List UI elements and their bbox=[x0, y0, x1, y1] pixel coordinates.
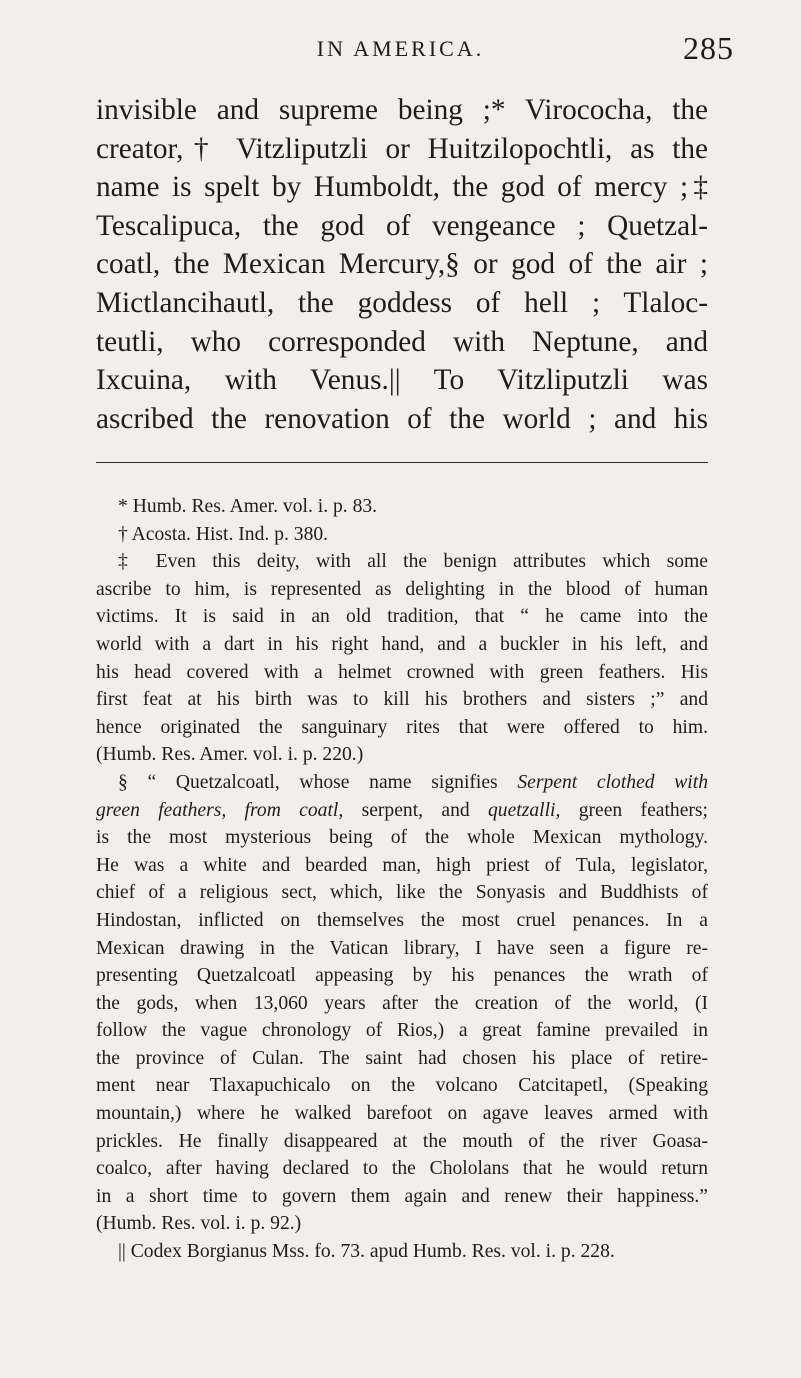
footnote-line: follow the vague chronology of Rios,) a great famine prevailed in bbox=[96, 1020, 708, 1042]
footnote-line: world with a dart in his right hand, and a buckler in his left, and bbox=[96, 633, 708, 655]
footnote-divider bbox=[96, 462, 708, 463]
footnote-line: his head covered with a helmet crowned with green feathers. His bbox=[96, 661, 708, 683]
body-line: coatl, the Mexican Mercury,§ or god of the air ; bbox=[96, 248, 708, 281]
footnote-line: * Humb. Res. Amer. vol. i. p. 83. bbox=[118, 496, 378, 517]
body-line: ascribed the renovation of the world ; and his bbox=[96, 402, 708, 435]
footnote-line: ment near Tlaxapuchicalo on the volcano Catcitapetl, (Speaking bbox=[96, 1075, 708, 1097]
footnote-line: chief of a religious sect, which, like the Sonyasis and Buddhists of bbox=[96, 882, 708, 904]
footnote-line-mixed bbox=[96, 797, 708, 825]
footnote-italic: Serpent clothed with bbox=[517, 771, 708, 793]
footnote-line: ascribe to him, is represented as delighting in the blood of human bbox=[96, 578, 708, 600]
body-text bbox=[96, 91, 708, 438]
footnote-line: mountain,) where he walked barefoot on agave leaves armed with bbox=[96, 1103, 708, 1125]
body-line: creator,† Vitzliputzli or Huitzilopochtli, as the bbox=[96, 132, 708, 165]
footnote-line: first feat at his birth was to kill his brothers and sisters ;” and bbox=[96, 689, 708, 711]
footnote-line: ‡ Even this deity, with all the benign attributes which some bbox=[118, 551, 708, 573]
footnote-line: coalco, after having declared to the Chololans that he would return bbox=[96, 1158, 708, 1180]
body-line: Tescalipuca, the god of vengeance ; Quetzal- bbox=[96, 209, 708, 242]
body-line: teutli, who corresponded with Neptune, and bbox=[96, 325, 708, 358]
body-line: invisible and supreme being ;* Virococha, the bbox=[96, 94, 708, 126]
footnote-line: || Codex Borgianus Mss. fo. 73. apud Humb. Res. vol. i. p. 228. bbox=[118, 1241, 615, 1263]
footnote-line: He was a white and bearded man, high priest of Tula, legislator, bbox=[96, 854, 708, 876]
footnote-line: is the most mysterious being of the whole Mexican mythology. bbox=[96, 827, 708, 849]
footnote-line: prickles. He finally disappeared at the mouth of the river Goasa- bbox=[96, 1130, 708, 1152]
page-number: 285 bbox=[683, 30, 734, 66]
footnotes bbox=[96, 493, 708, 1266]
footnote-text: § “ Quetzalcoatl, whose name signifies bbox=[118, 771, 518, 793]
footnote-line: victims. It is said in an old tradition, that “ he came into the bbox=[96, 606, 708, 628]
footnote-line: hence originated the sanguinary rites that were offered to him. bbox=[96, 716, 708, 738]
body-line: Ixcuina, with Venus.|| To Vitzliputzli was bbox=[96, 364, 708, 397]
running-title: IN AMERICA. bbox=[316, 36, 485, 61]
footnote-italic: coatl, bbox=[299, 799, 344, 821]
footnote-line: Hindostan, inflicted on themselves the most cruel penances. In a bbox=[96, 909, 708, 931]
footnote-line: † Acosta. Hist. Ind. p. 380. bbox=[118, 523, 329, 545]
footnote-line: (Humb. Res. Amer. vol. i. p. 220.) bbox=[96, 744, 364, 766]
footnote-line: presenting Quetzalcoatl appeasing by his penances the wrath of bbox=[96, 965, 708, 987]
footnote-text: green feathers; bbox=[560, 799, 708, 821]
footnote-line: in a short time to govern them again and renew their happiness.” bbox=[96, 1185, 708, 1207]
footnote-line: the province of Culan. The saint had chosen his place of retire- bbox=[96, 1047, 708, 1069]
footnote-line: Mexican drawing in the Vatican library, I have seen a figure re- bbox=[96, 937, 708, 959]
footnote-italic: green feathers, from bbox=[96, 799, 300, 821]
footnote-line: (Humb. Res. vol. i. p. 92.) bbox=[96, 1213, 302, 1235]
footnote-text: serpent, and bbox=[343, 799, 488, 821]
body-line: name is spelt by Humboldt, the god of mercy ;‡ bbox=[96, 171, 708, 204]
running-head bbox=[0, 26, 801, 76]
footnote-italic: quetzalli, bbox=[488, 799, 561, 821]
footnote-line-mixed bbox=[96, 769, 708, 797]
body-line: Mictlancihautl, the goddess of hell ; Tlaloc- bbox=[96, 286, 708, 319]
footnote-line: the gods, when 13,060 years after the creation of the world, (I bbox=[96, 992, 708, 1014]
